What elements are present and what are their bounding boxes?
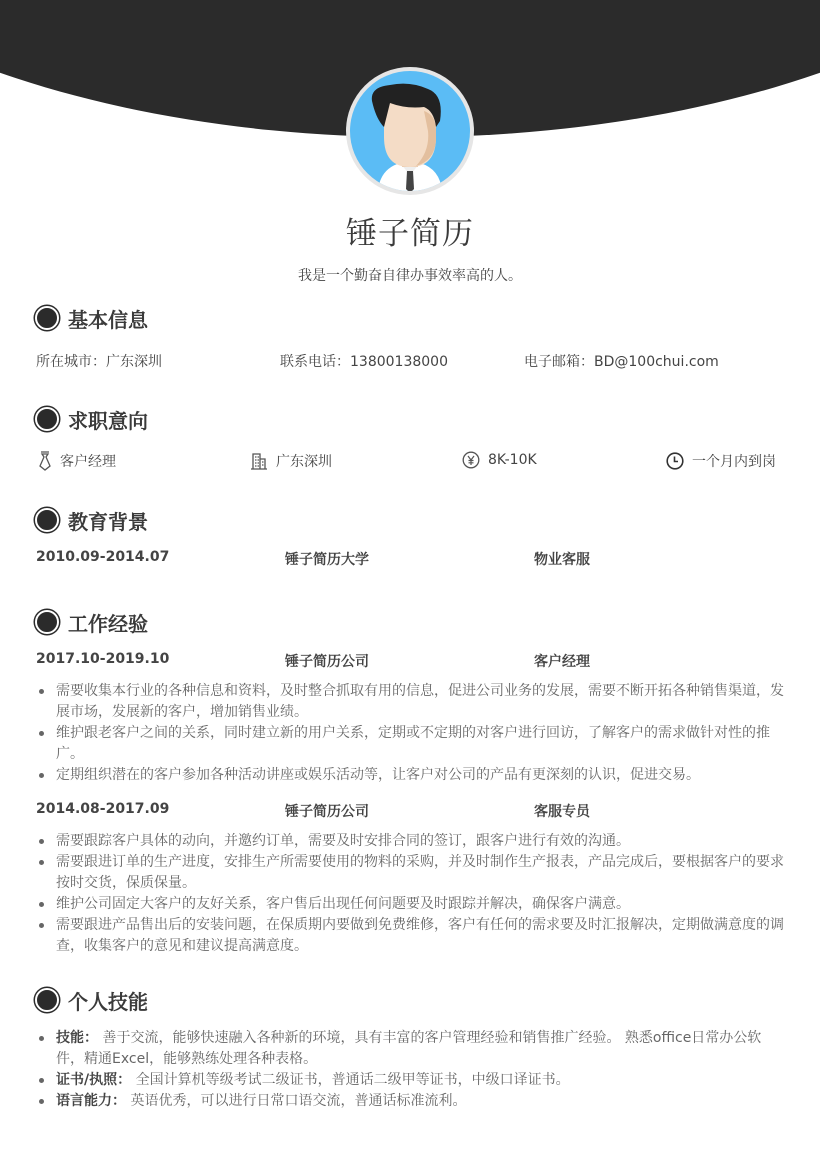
intent-position: 客户经理 [38, 451, 116, 471]
list-item [36, 1091, 788, 1112]
edu-school: 锤子简历大学 [285, 552, 369, 568]
skill-text: 英语优秀，可以进行日常口语交流，普通话标准流利。 [126, 1093, 467, 1109]
intent-salary: 8K-10K [462, 451, 537, 469]
work-company: 锤子简历公司 [285, 804, 369, 820]
yen-icon [462, 451, 480, 469]
skill-text: 全国计算机等级考试二级证书，普通话二级甲等证书，中级口译证书。 [131, 1072, 570, 1088]
work-period: 2014.08-2017.09 [36, 801, 170, 817]
list-item: 需要跟踪客户具体的动向，并邀约订单，需要及时安排合同的签订，跟客户进行有效的沟通。 [36, 831, 788, 852]
work-company: 锤子简历公司 [285, 654, 369, 670]
email: 电子邮箱：BD@100chui.com [524, 354, 719, 370]
motto: 我是一个勤奋自律办事效率高的人。 [298, 268, 522, 284]
list-item: 维护跟老客户之间的关系，同时建立新的用户关系，定期或不定期的对客户进行回访，了解客户的需求做针对性的推广。 [36, 723, 788, 765]
skill-label: 语言能力： [56, 1093, 126, 1109]
edu-major: 物业客服 [534, 552, 590, 568]
list-item [36, 1028, 788, 1070]
section-bullet-icon [35, 306, 59, 330]
avatar-businessman-icon [350, 71, 470, 191]
list-item: 需要收集本行业的各种信息和资料，及时整合抓取有用的信息，促进公司业务的发展，需要不断开拓各种销售渠道，发展市场，发展新的客户，增加销售业绩。 [36, 681, 788, 723]
section-bullet-icon [35, 407, 59, 431]
skill-label: 证书/执照： [56, 1072, 132, 1088]
intent-availability: 一个月内到岗 [666, 451, 776, 471]
work-position: 客户经理 [534, 654, 590, 670]
skill-label: 技能： [56, 1030, 98, 1046]
section-bullet-icon [35, 508, 59, 532]
list-item: 定期组织潜在的客户参加各种活动讲座或娱乐活动等，让客户对公司的产品有更深刻的认识，促进交易。 [36, 765, 788, 786]
skills-list [36, 1028, 788, 1112]
avatar [346, 67, 474, 195]
tie-icon [38, 451, 52, 471]
building-icon [250, 452, 268, 470]
section-job-intent [33, 406, 148, 432]
section-title-label: 求职意向 [68, 408, 148, 433]
section-bullet-icon [35, 610, 59, 634]
section-education [33, 507, 148, 533]
list-item [36, 1070, 788, 1091]
work-period: 2017.10-2019.10 [36, 651, 170, 667]
section-bullet-icon [35, 988, 59, 1012]
section-title-label: 个人技能 [68, 989, 148, 1014]
intent-city: 广东深圳 [250, 451, 332, 471]
list-item: 需要跟进订单的生产进度，安排生产所需要使用的物料的采购，并及时制作生产报表，产品完成后，要根据客户的要求按时交货，保质保量。 [36, 852, 788, 894]
section-work [33, 609, 148, 635]
job-intent-row [0, 451, 820, 473]
work-duties-list [36, 831, 788, 957]
section-title-label: 基本信息 [68, 307, 148, 332]
work-duties-list [36, 681, 788, 786]
section-title-label: 工作经验 [68, 611, 148, 636]
resume-name: 锤子简历 [346, 216, 474, 252]
work-position: 客服专员 [534, 804, 590, 820]
clock-icon [666, 452, 684, 470]
phone: 联系电话：13800138000 [280, 354, 448, 370]
list-item: 需要跟进产品售出后的安装问题，在保质期内要做到免费维修，客户有任何的需求要及时汇报解决，定期做满意度的调查，收集客户的意见和建议提高满意度。 [36, 915, 788, 957]
skill-text: 善于交流，能够快速融入各种新的环境，具有丰富的客户管理经验和销售推广经验。 熟悉office日常办公软件，精通Excel，能够熟练处理各种表格。 [56, 1030, 762, 1067]
city: 所在城市：广东深圳 [36, 354, 162, 370]
list-item: 维护公司固定大客户的友好关系，客户售后出现任何问题要及时跟踪并解决，确保客户满意。 [36, 894, 788, 915]
section-skills [33, 987, 148, 1013]
section-title-label: 教育背景 [68, 509, 148, 534]
section-basic-info [33, 305, 148, 331]
edu-period: 2010.09-2014.07 [36, 549, 170, 565]
